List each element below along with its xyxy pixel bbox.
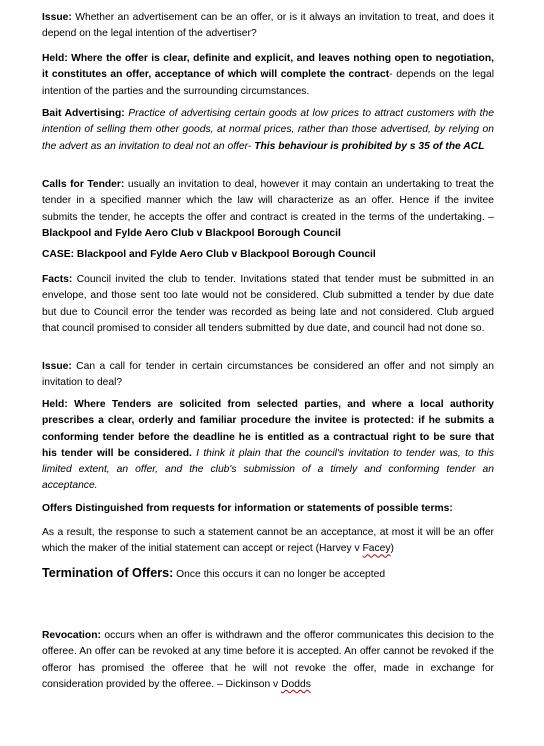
facts-paragraph [42,272,494,337]
bait-advertising-paragraph [42,106,494,155]
issue-label: Issue: [42,12,72,23]
held-tender-italic-text: I think it plain that the council's invitation to tender was, to this limited extent, an offer, and the club's submission of a timely and conforming tender an acceptance. [42,447,494,492]
revocation-paragraph [42,628,494,693]
facts-text: Council invited the club to tender. Invitations stated that tender must be submitted in an envelope, and those sent too late would not be considered. Club submitted a tender by due date but due to Council error the tender was recorded as being late and not considered. Club argued that council promised to consider all tenders submitted by due date, and council had not done so. [42,274,494,334]
held-text: - depends on the legal intention of the parties and the surrounding circumstances. [42,69,494,97]
held-offer-paragraph [42,51,494,100]
response-paragraph [42,525,494,558]
issue-advertisement-paragraph [42,10,494,43]
held-tender-paragraph [42,397,494,495]
bait-advertising-text: Practice of advertising certain goods at low prices to attract customers with the intention of selling them other goods, at normal prices, rather than those advertised, by relying on the advert as an invitation to deal not an offer- [42,108,494,152]
held-bold-text: Held: Where the offer is clear, definite and explicit, and leaves nothing open to negotiation, it constitutes an offer, acceptance of which will complete the contract [42,53,494,81]
bait-advertising-prohibited: This behaviour is prohibited by s 35 of the ACL [254,140,485,152]
response-text: As a result, the response to such a statement cannot be an acceptance, at most it will be an offer which the maker of the initial statement can accept or reject (Harvey v [42,527,494,555]
termination-paragraph [42,565,494,583]
offers-distinguished-text: Offers Distinguished from requests for information or statements of possible terms: [42,503,453,514]
calls-for-tender-case: Blackpool and Fylde Aero Club v Blackpool Borough Council [42,227,341,239]
offers-distinguished-heading [42,501,494,517]
revocation-text: occurs when an offer is withdrawn and the offeror communicates this decision to the offeree. An offer can be revoked at any time before it is accepted. An offer cannot be revoked if the offeror has promised the offeree that he will not revoke the offer, made in exchange for consideration provided by the offeree. – Dickinson v [42,630,494,690]
termination-text: Once this occurs it can no longer be accepted [173,569,386,580]
revocation-label: Revocation: [42,630,101,641]
issue-tender-paragraph [42,359,494,392]
calls-for-tender-text: usually an invitation to deal, however it may contain an undertaking to treat the tender in a specified manner which the law will characterize as an offer. Hence if the invitee submits the tender, he accepts the offer and contract is created in the terms of the undertaking. – [42,179,494,223]
issue-tender-text: Can a call for tender in certain circumstances be considered an offer and not simply an invitation to deal? [42,361,494,389]
bait-advertising-label: Bait Advertising: [42,108,125,119]
case-name-dodds: Dodds [281,678,311,690]
issue-tender-label: Issue: [42,361,72,372]
response-end: ) [390,543,394,555]
termination-heading: Termination of Offers: [42,566,174,580]
case-name-facey: Facey [362,543,391,555]
issue-text: Whether an advertisement can be an offer, or is it always an invitation to treat, and does it depend on the legal intention of the advertiser? [42,12,494,40]
facts-label: Facts: [42,274,73,285]
case-heading-text: CASE: Blackpool and Fylde Aero Club v Blackpool Borough Council [42,249,376,260]
held-tender-bold-text: Held: Where Tenders are solicited from selected parties, and where a local authority prescribes a clear, orderly and familiar procedure the invitee is protected: if he submits a conforming tender before the deadline he is entitled as a contractual right to be sure that his tender will be considered. [42,399,494,459]
calls-for-tender-paragraph [42,177,494,242]
case-heading [42,247,494,263]
calls-for-tender-label: Calls for Tender: [42,179,125,190]
